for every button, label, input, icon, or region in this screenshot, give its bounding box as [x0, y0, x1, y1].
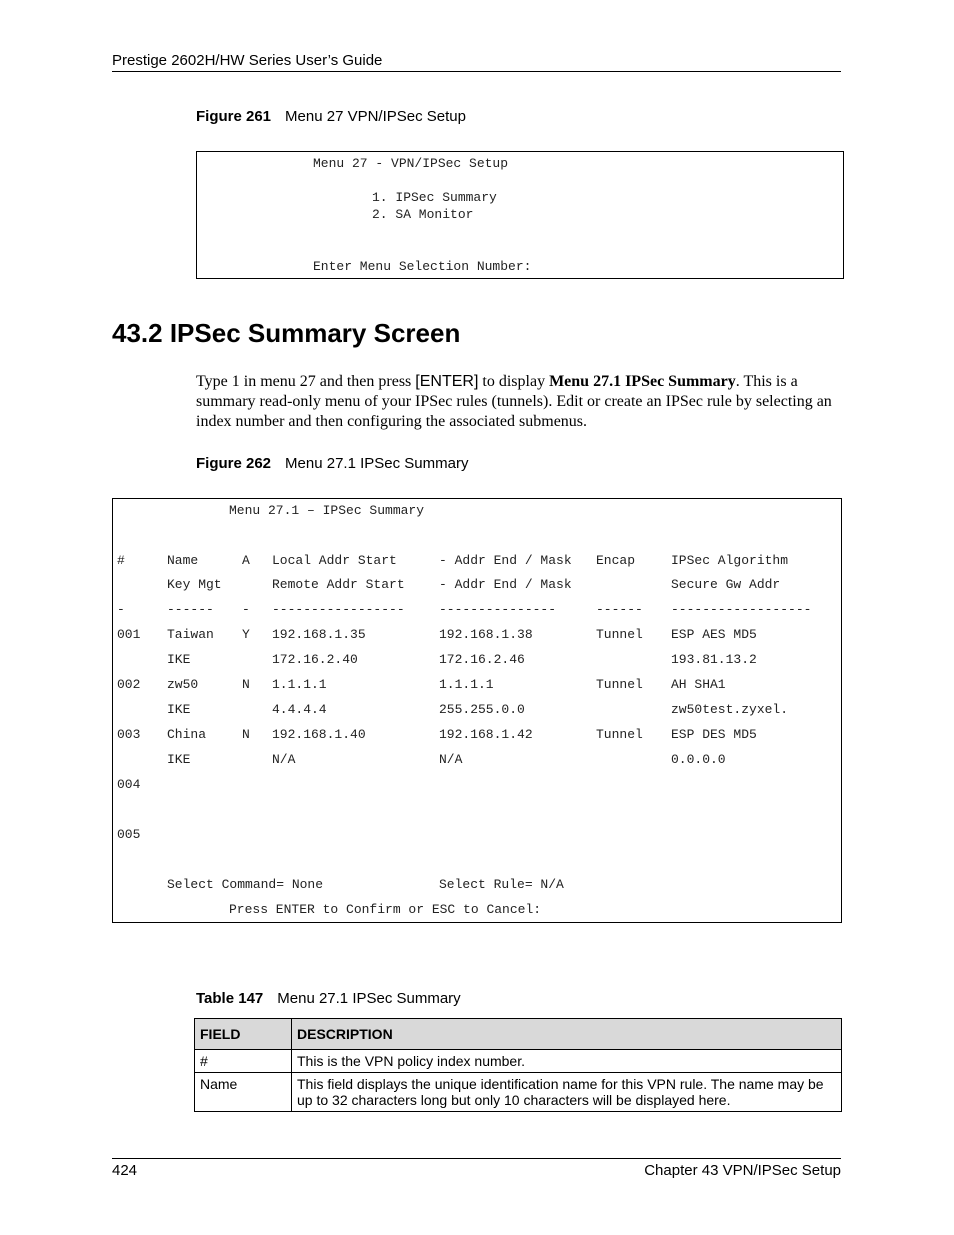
figure-261-label: Figure 261 [196, 108, 272, 125]
table-row [195, 1050, 842, 1073]
rule-encap: Tunnel [596, 727, 643, 742]
rule-name: China [167, 727, 207, 742]
rule-active: Y [242, 627, 250, 642]
select-command-field: Select Command= None [167, 877, 324, 892]
rule-name: Taiwan [167, 627, 214, 642]
dash-addr-end: --------------- [439, 602, 557, 617]
menu-27-title: Menu 27 - VPN/IPSec Setup [313, 156, 509, 171]
rule-encap: Tunnel [596, 627, 643, 642]
chapter-footer: Chapter 43 VPN/IPSec Setup [644, 1162, 841, 1179]
col-header-addr-end: - Addr End / Mask [439, 553, 572, 568]
rule-algorithm: AH SHA1 [671, 677, 726, 692]
dash-local: ----------------- [272, 602, 405, 617]
col-header-encap: Encap [596, 553, 636, 568]
page-number: 424 [112, 1162, 138, 1179]
running-header: Prestige 2602H/HW Series User’s Guide [112, 52, 383, 69]
menu-item-ipsec-summary: 1. IPSec Summary [372, 190, 497, 205]
rule-key-mgt: IKE [167, 652, 191, 667]
body-text-2: to display [478, 373, 550, 390]
rule-index: 002 [117, 677, 141, 692]
figure-262-caption [196, 455, 468, 472]
figure-262-label: Figure 262 [196, 455, 272, 472]
rule-remote-start: N/A [272, 752, 296, 767]
rule-key-mgt: IKE [167, 752, 191, 767]
menu-27-1-title: Menu 27.1 – IPSec Summary [229, 503, 425, 518]
table-147-label: Table 147 [196, 990, 264, 1007]
col-header-remote-addr: Remote Addr Start [272, 577, 405, 592]
rule-secure-gw: zw50test.zyxel. [671, 702, 789, 717]
table-header-field: FIELD [195, 1019, 292, 1050]
field-description-table [194, 1018, 842, 1112]
rule-index: 005 [117, 827, 141, 842]
rule-algorithm: ESP AES MD5 [671, 627, 757, 642]
rule-algorithm: ESP DES MD5 [671, 727, 757, 742]
enter-key-text: [ENTER] [415, 373, 479, 390]
header-rule [112, 71, 841, 72]
col-header-remote-end: - Addr End / Mask [439, 577, 572, 592]
confirm-prompt: Press ENTER to Confirm or ESC to Cancel: [229, 902, 542, 917]
table-147-title: Menu 27.1 IPSec Summary [277, 990, 461, 1007]
col-header-active: A [242, 553, 250, 568]
dash-active: - [242, 602, 250, 617]
body-paragraph [196, 372, 846, 432]
select-rule-field: Select Rule= N/A [439, 877, 564, 892]
rule-name: zw50 [167, 677, 199, 692]
table-header-description: DESCRIPTION [292, 1019, 842, 1050]
rule-local-start: 1.1.1.1 [272, 677, 327, 692]
section-heading: 43.2 IPSec Summary Screen [112, 318, 461, 348]
rule-remote-end: N/A [439, 752, 463, 767]
rule-active: N [242, 677, 250, 692]
rule-secure-gw: 0.0.0.0 [671, 752, 726, 767]
dash-encap: ------ [596, 602, 643, 617]
rule-local-end: 192.168.1.42 [439, 727, 533, 742]
rule-local-start: 192.168.1.35 [272, 627, 366, 642]
rule-active: N [242, 727, 250, 742]
dash-algo: ------------------ [671, 602, 812, 617]
rule-index: 004 [117, 777, 141, 792]
table-cell-description: This field displays the unique identification name for this VPN rule. The name may be up to 32 characters long but only 10 characters will be displayed here. [292, 1073, 842, 1112]
rule-remote-start: 4.4.4.4 [272, 702, 327, 717]
body-text-3: . This is a summary read-only menu of your IPSec rules (tunnels). Edit or create an IPSec rule by selecting an index number and then configuring the associated submenus. [196, 373, 832, 430]
rule-index: 001 [117, 627, 141, 642]
col-header-name: Name [167, 553, 199, 568]
col-header-algorithm: IPSec Algorithm [671, 553, 789, 568]
rule-encap: Tunnel [596, 677, 643, 692]
figure-262-title: Menu 27.1 IPSec Summary [285, 455, 469, 472]
col-header-key-mgt: Key Mgt [167, 577, 222, 592]
dash-num: - [117, 602, 125, 617]
figure-261-title: Menu 27 VPN/IPSec Setup [285, 108, 466, 125]
body-text-1: Type 1 in menu 27 and then press [196, 373, 416, 390]
figure-261-caption [196, 108, 466, 125]
rule-local-start: 192.168.1.40 [272, 727, 366, 742]
table-row [195, 1073, 842, 1112]
footer-rule [112, 1158, 841, 1159]
rule-remote-start: 172.16.2.40 [272, 652, 358, 667]
rule-local-end: 192.168.1.38 [439, 627, 533, 642]
col-header-num: # [117, 553, 125, 568]
rule-secure-gw: 193.81.13.2 [671, 652, 757, 667]
col-header-secure-gw: Secure Gw Addr [671, 577, 781, 592]
menu-selection-prompt: Enter Menu Selection Number: [313, 259, 532, 274]
rule-remote-end: 255.255.0.0 [439, 702, 525, 717]
col-header-local-addr: Local Addr Start [272, 553, 397, 568]
table-cell-field: # [195, 1050, 292, 1073]
rule-remote-end: 172.16.2.46 [439, 652, 525, 667]
rule-local-end: 1.1.1.1 [439, 677, 494, 692]
table-cell-field: Name [195, 1073, 292, 1112]
menu-reference: Menu 27.1 IPSec Summary [549, 373, 736, 390]
table-header-row [195, 1019, 842, 1050]
rule-key-mgt: IKE [167, 702, 191, 717]
dash-name: ------ [167, 602, 214, 617]
rule-index: 003 [117, 727, 141, 742]
menu-item-sa-monitor: 2. SA Monitor [372, 207, 474, 222]
table-cell-description: This is the VPN policy index number. [292, 1050, 842, 1073]
table-147-caption [196, 990, 461, 1007]
